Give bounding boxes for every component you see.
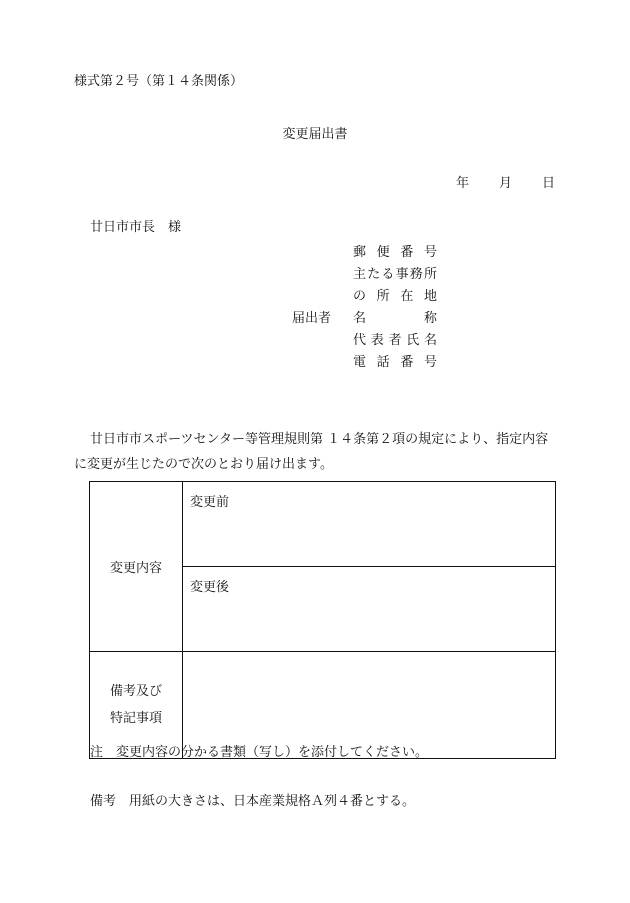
field-phone: 電 話 番 号 — [353, 355, 437, 370]
remarks-header — [90, 652, 183, 759]
remarks-cell[interactable] — [183, 652, 556, 759]
field-postal-code: 郵 便 番 号 — [353, 245, 437, 260]
remarks-header-line2: 特記事項 — [109, 711, 162, 726]
paper-size-remark: 備考 用紙の大きさは、日本産業規格Ａ列４番とする。 — [90, 794, 416, 809]
remarks-header-line1: 備考及び — [109, 684, 162, 699]
field-main-office: 主 た る 事 務 所 — [353, 267, 437, 282]
form-number: 様式第２号（第１４条関係） — [74, 74, 244, 89]
document-title: 変更届出書 — [282, 127, 348, 142]
field-representative: 代 表 者 氏 名 — [353, 333, 437, 348]
field-name: 名 称 — [353, 311, 437, 326]
body-text: 廿日市市スポーツセンター等管理規則第 １４条第２項の規定により、指定内容に変更が生じたので次のとおり届け出ます。 — [74, 432, 549, 472]
addressee: 廿日市市長 様 — [90, 220, 182, 235]
after-label: 変更後 — [190, 580, 230, 595]
change-content-header: 変更内容 — [90, 482, 183, 652]
attachment-note: 注 変更内容の分かる書類（写し）を添付してください。 — [90, 745, 429, 760]
field-location: の 所 在 地 — [353, 289, 437, 304]
after-cell[interactable] — [183, 567, 556, 652]
change-table — [89, 481, 556, 759]
date-month: 月 — [499, 176, 513, 191]
date-day: 日 — [542, 176, 556, 191]
date-year: 年 — [456, 176, 470, 191]
before-label: 変更前 — [190, 495, 230, 510]
before-cell[interactable] — [183, 482, 556, 567]
applicant-label: 届出者 — [292, 311, 332, 326]
